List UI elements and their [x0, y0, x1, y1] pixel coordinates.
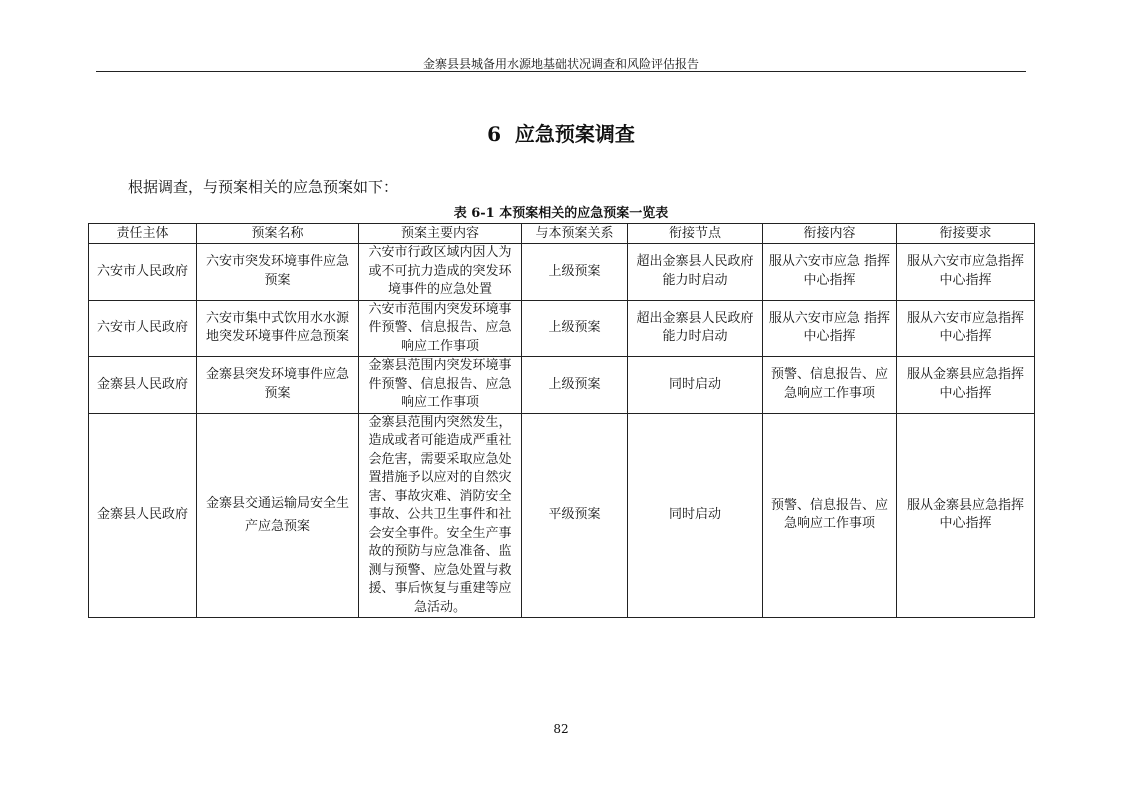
chapter-title-text: 应急预案调查 — [514, 122, 635, 146]
chapter-title — [0, 121, 1122, 147]
intro-paragraph: 根据调查，与预案相关的应急预案如下： — [128, 178, 399, 196]
col-header-plan-name: 预案名称 — [197, 224, 359, 244]
cell-relation: 上级预案 — [522, 300, 628, 357]
cell-node: 超出金寨县人民政府能力时启动 — [628, 244, 763, 301]
col-header-link-content: 衔接内容 — [763, 224, 897, 244]
table-row — [89, 413, 1035, 618]
cell-link-content: 预警、信息报告、应急响应工作事项 — [763, 413, 897, 618]
emergency-plan-table — [88, 223, 1035, 618]
col-header-content: 预案主要内容 — [359, 224, 522, 244]
page-header: 金寨县县城备用水源地基础状况调查和风险评估报告 — [422, 57, 699, 71]
cell-content: 金寨县范围内突发环境事件预警、信息报告、应急响应工作事项 — [359, 357, 522, 414]
cell-plan-name: 六安市集中式饮用水水源地突发环境事件应急预案 — [197, 300, 359, 357]
cell-requirement: 服从六安市应急指挥中心指挥 — [897, 300, 1035, 357]
cell-responsible: 六安市人民政府 — [89, 244, 197, 301]
cell-relation: 上级预案 — [522, 357, 628, 414]
cell-relation: 平级预案 — [522, 413, 628, 618]
cell-requirement: 服从金寨县应急指挥中心指挥 — [897, 413, 1035, 618]
cell-relation: 上级预案 — [522, 244, 628, 301]
table-caption: 表 6-1 本预案相关的应急预案一览表 — [453, 206, 669, 221]
cell-node: 同时启动 — [628, 413, 763, 618]
cell-plan-name: 金寨县突发环境事件应急预案 — [197, 357, 359, 414]
col-header-relation: 与本预案关系 — [522, 224, 628, 244]
cell-content: 六安市行政区域内因人为或不可抗力造成的突发环境事件的应急处置 — [359, 244, 522, 301]
cell-content: 金寨县范围内突然发生，造成或者可能造成严重社会危害，需要采取应急处置措施予以应对的自然灾害、事故灾难、消防安全事故、公共卫生事件和社会安全事件。安全生产事故的预防与应急准备、监测与预警、应急处置与救援、事后恢复与重建等应急活动。 — [359, 413, 522, 618]
cell-node: 同时启动 — [628, 357, 763, 414]
cell-responsible: 金寨县人民政府 — [89, 357, 197, 414]
cell-link-content: 服从六安市应急 指挥中心指挥 — [763, 300, 897, 357]
cell-link-content: 服从六安市应急 指挥中心指挥 — [763, 244, 897, 301]
cell-node: 超出金寨县人民政府能力时启动 — [628, 300, 763, 357]
chapter-number: 6 — [487, 122, 501, 146]
cell-content: 六安市范围内突发环境事件预警、信息报告、应急响应工作事项 — [359, 300, 522, 357]
col-header-requirement: 衔接要求 — [897, 224, 1035, 244]
page-number: 82 — [553, 722, 569, 736]
table-row — [89, 300, 1035, 357]
cell-link-content: 预警、信息报告、应急响应工作事项 — [763, 357, 897, 414]
table-row — [89, 244, 1035, 301]
table-header-row — [89, 224, 1035, 244]
cell-requirement: 服从六安市应急指挥中心指挥 — [897, 244, 1035, 301]
cell-responsible: 金寨县人民政府 — [89, 413, 197, 618]
header-rule — [96, 71, 1026, 72]
cell-responsible: 六安市人民政府 — [89, 300, 197, 357]
col-header-responsible: 责任主体 — [89, 224, 197, 244]
cell-requirement: 服从金寨县应急指挥中心指挥 — [897, 357, 1035, 414]
table-row — [89, 357, 1035, 414]
cell-plan-name: 金寨县交通运输局安全生产应急预案 — [197, 413, 359, 618]
cell-plan-name: 六安市突发环境事件应急预案 — [197, 244, 359, 301]
col-header-node: 衔接节点 — [628, 224, 763, 244]
